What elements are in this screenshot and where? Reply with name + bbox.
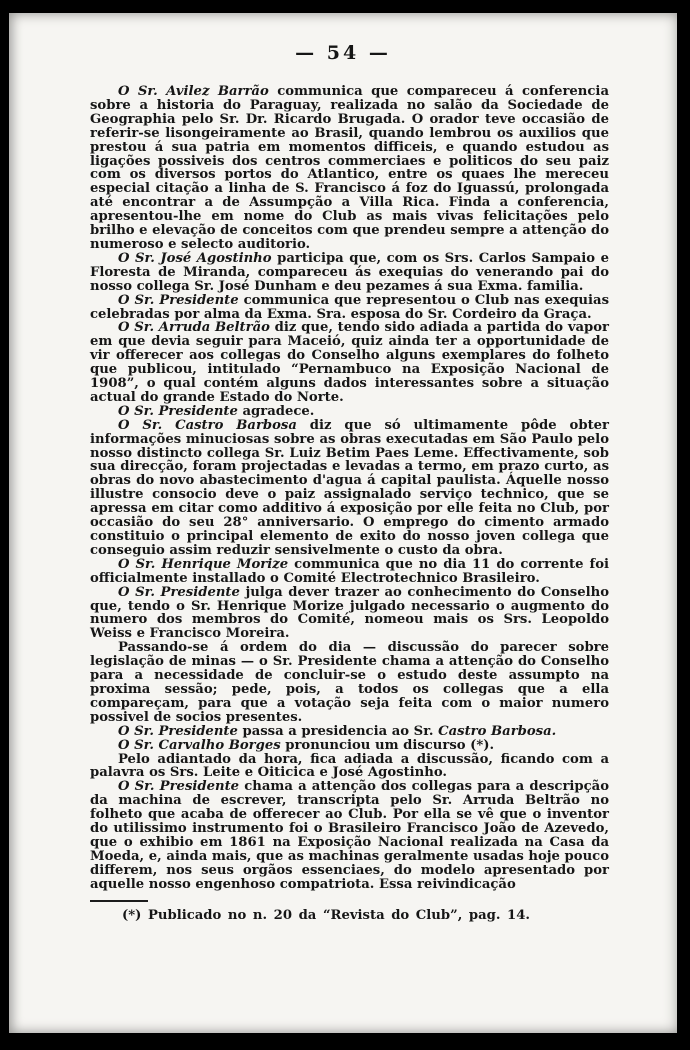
paragraph: O Sr. Avilez Barrão communica que compareceu á conferencia sobre a historia do Paraguay, realizada no salão da Sociedade de Geographia pelo Sr. Dr. Ricardo Brugada. O orador teve occasião de referir-se lisongeiramente ao Brasil, quando lembrou os auxilios que prestou á sua patria em momentos difficeis, e quando estudou as ligações possiveis dos centros commerciaes e politicos do seu paiz com os diversos portos do Atlantico, entre os quaes lhe mereceu especial citação a linha de S. Francisco á foz do Iguassú, prolongada até encontrar a de Assumpção a Villa Rica. Finda a conferencia, apresentou-lhe em nome do Club as mais vivas felicitações pelo brilho e elevação de conceitos com que prendeu sempre a attenção do numeroso e selecto auditorio.	[90, 84, 609, 252]
speaker-name: O Sr. Presidente	[118, 779, 240, 795]
page-number: — 54 —	[295, 42, 391, 64]
speaker-name: Castro Barbosa.	[438, 723, 557, 739]
speaker-name: O Sr. Presidente	[118, 403, 238, 419]
paragraph: Passando-se á ordem do dia — discussão do parecer sobre legislação de minas — o Sr. Presidente chama a attenção do Conselho para a necessidade de concluir-se o estudo deste assumpto na proxima sessão; pede, pois, a todos os collegas que a ella compareçam, para que a votação seja feita com o maior numero possivel de socios presentes.	[90, 640, 609, 725]
speaker-name: O Sr. Presidente	[118, 723, 238, 739]
paragraph: O Sr. José Agostinho participa que, com os Srs. Carlos Sampaio e Floresta de Miranda, compareceu ás exequias do venerando pai do nosso collega Sr. José Dunham e deu pezames á sua Exma. familia.	[90, 250, 609, 294]
paragraph: O Sr. Castro Barbosa diz que só ultimamente pôde obter informações minuciosas sobre as obras executadas em São Paulo pelo nosso distincto collega Sr. Luiz Betim Paes Leme. Effectivamente, sob sua direcção, foram projectadas e levadas a termo, em prazo curto, as obras do novo abastecimento d'agua á capital paulista. Áquelle nosso illustre consocio deve o paiz assignalado serviço technico, que se apressa em citar como additivo á exposição por elle feita no Club, por occasião do seu 28° anniversario. O emprego do cimento armado constituio o principal elemento de exito do nosso joven collega que conseguio assim reduzir sensivelmente o custo da obra.	[90, 417, 609, 558]
paragraphs	[90, 85, 609, 892]
speaker-name: O Sr. José Agostinho	[118, 250, 272, 266]
text-block	[90, 85, 609, 923]
paragraph: O Sr. Presidente communica que representou o Club nas exequias celebradas por alma da Exma. Sra. esposa do Sr. Cordeiro da Graça.	[90, 292, 609, 322]
speaker-name: O Sr. Avilez Barrão	[118, 84, 269, 99]
paragraph: O Sr. Henrique Morize communica que no dia 11 do corrente foi officialmente installado o Comité Electrotechnico Brasileiro.	[90, 556, 609, 586]
paragraph: O Sr. Presidente passa a presidencia ao Sr. Castro Barbosa.	[118, 723, 557, 739]
speaker-name: O Sr. Presidente	[118, 292, 239, 308]
paragraph: O Sr. Arruda Beltrão diz que, tendo sido adiada a partida do vapor em que devia seguir para Maceió, quiz ainda ter a opportunidade de vir offerecer aos collegas do Conselho alguns exemplares do folheto que publicou, intitulado “Pernambuco na Exposição Nacional de 1908”, o qual contém alguns dados interessantes sobre a situação actual do grande Estado do Norte.	[90, 320, 609, 405]
footnote-rule	[90, 900, 148, 902]
scan-page	[9, 13, 677, 1033]
paragraph: O Sr. Presidente julga dever trazer ao conhecimento do Conselho que, tendo o Sr. Henrique Morize julgado necessario o augmento do numero dos membros do Comité, nomeou mais os Srs. Leopoldo Weiss e Francisco Moreira.	[90, 584, 609, 642]
speaker-name: O Sr. Henrique Morize	[118, 556, 289, 572]
paragraph: O Sr. Presidente chama a attenção dos collegas para a descripção da machina de escrever, transcripta pelo Sr. Arruda Beltrão no folheto que acaba de offerecer ao Club. Por ella se vê que o inventor do utilissimo instrumento foi o Brasileiro Francisco João de Azevedo, que o exhibio em 1861 na Exposição Nacional realizada na Casa da Moeda, e, ainda mais, que as machinas geralmente usadas hoje pouco differem, nos seus orgãos essenciaes, do modelo apresentado por aquelle nosso engenhoso compatriota. Essa reivindicação	[90, 779, 610, 892]
paragraph: O Sr. Presidente agradece.	[118, 403, 315, 419]
speaker-name: O Sr. Presidente	[118, 584, 240, 600]
speaker-name: O Sr. Castro Barbosa	[118, 417, 297, 433]
paragraph: O Sr. Carvalho Borges pronunciou um discurso (*).	[118, 737, 495, 753]
paragraph: Pelo adiantado da hora, fica adiada a discussão, ficando com a palavra os Srs. Leite e Oiticica e José Agostinho.	[90, 751, 609, 781]
speaker-name: O Sr. Carvalho Borges	[118, 737, 281, 753]
speaker-name: O Sr. Arruda Beltrão	[118, 320, 270, 336]
footnote: (*) Publicado no n. 20 da “Revista do Club”, pag. 14.	[122, 907, 531, 923]
